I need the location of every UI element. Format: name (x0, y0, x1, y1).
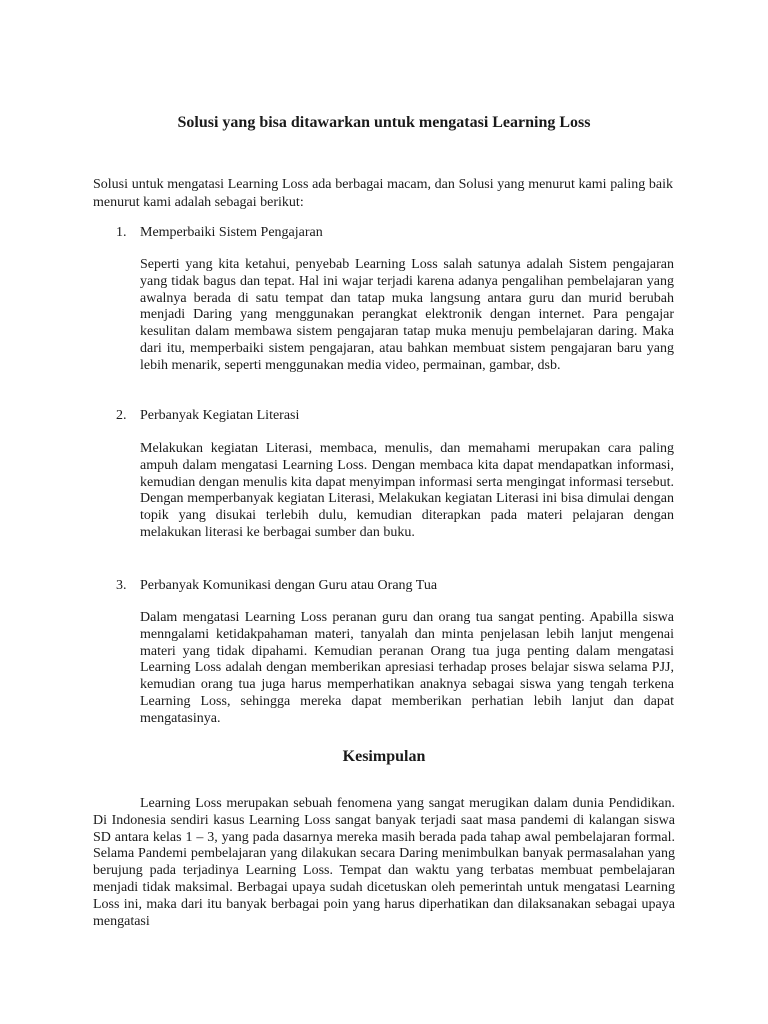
conclusion-paragraph: Learning Loss merupakan sebuah fenomena yang sangat merugikan dalam dunia Pendidikan. Di Indonesia sendiri kasus Learning Loss sangat banyak terjadi saat masa pandemi di kalangan siswa SD antara kelas 1 – 3, yang pada dasarnya mereka masih berada pada tahap awal pembelajaran formal. Selama Pandemi pembelajaran yang dilakukan secara Daring menimbulkan banyak permasalahan yang berujung pada terjadinya Learning Loss. Tempat dan waktu yang terbatas membuat pembelajaran menjadi tidak maksimal. Berbagai upaya sudah dicetuskan oleh pemerintah untuk mengatasi Learning Loss ini, maka dari itu banyak berbagai poin yang harus diperhatikan dan dilaksanakan sebagai upaya mengatasi (93, 796, 675, 929)
list-item-body-1: Seperti yang kita ketahui, penyebab Learning Loss salah satunya adalah Sistem pengajaran yang tidak bagus dan tepat. Hal ini wajar terjadi karena adanya pengalihan pembelajaran yang awalnya berada di satu tempat dan tatap muka langsung antara guru dan murid berubah menjadi Daring yang menggunakan perangkat elektronik dengan internet. Para pengajar kesulitan dalam membawa sistem pengajaran tatap muka menuju pembelajaran daring. Maka dari itu, memperbaiki sistem pengajaran, atau bahkan membuat sistem pengajaran baru yang lebih menarik, seperti menggunakan media video, permainan, gambar, dsb. (140, 257, 674, 373)
list-item-heading-text-2: Perbanyak Kegiatan Literasi (140, 408, 300, 423)
intro-paragraph: Solusi untuk mengatasi Learning Loss ada berbagai macam, dan Solusi yang menurut kami paling baik menurut kami adalah sebagai berikut: (93, 177, 673, 210)
list-item-body-2: Melakukan kegiatan Literasi, membaca, menulis, dan memahami merupakan cara paling ampuh dalam mengatasi Learning Loss. Dengan membaca kita dapat mendapatkan informasi, kemudian dengan menulis kita dapat menyimpan informasi serta mengingat informasi tersebut. Dengan memperbanyak kegiatan Literasi, Melakukan kegiatan Literasi ini bisa dimulai dengan topik yang disukai terlebih dulu, kemudian diterapkan pada materi pelajaran dengan melakukan literasi ke berbagai sumber dan buku. (140, 441, 674, 540)
list-item-number-3: 3. (116, 578, 127, 593)
list-item-heading-1 (116, 224, 676, 242)
list-item-heading-3 (116, 577, 676, 595)
conclusion-heading: Kesimpulan (342, 748, 426, 765)
list-item-number-1: 1. (116, 225, 127, 240)
list-item-heading-text-1: Memperbaiki Sistem Pengajaran (140, 225, 323, 240)
list-item-heading-text-3: Perbanyak Komunikasi dengan Guru atau Orang Tua (140, 578, 438, 593)
list-item-body-3: Dalam mengatasi Learning Loss peranan guru dan orang tua sangat penting. Apabilla siswa menngalami ketidakpahaman materi, tanyalah dan minta penjelasan lebih lanjut mengenai materi yang tidak dipahami. Kemudian peranan Orang tua juga penting dalam mengatasi Learning Loss adalah dengan memberikan apresiasi terhadap proses belajar siswa selama PJJ, kemudian orang tua juga harus memperhatikan anaknya sebagai siswa yang tengah terkena Learning Loss, sehingga mereka dapat memberikan perhatian lebih lanjut dan dapat mengatasinya. (140, 610, 674, 726)
list-item-number-2: 2. (116, 408, 127, 423)
list-item-heading-2 (116, 407, 676, 425)
document-title: Solusi yang bisa ditawarkan untuk mengatasi Learning Loss (177, 114, 591, 131)
